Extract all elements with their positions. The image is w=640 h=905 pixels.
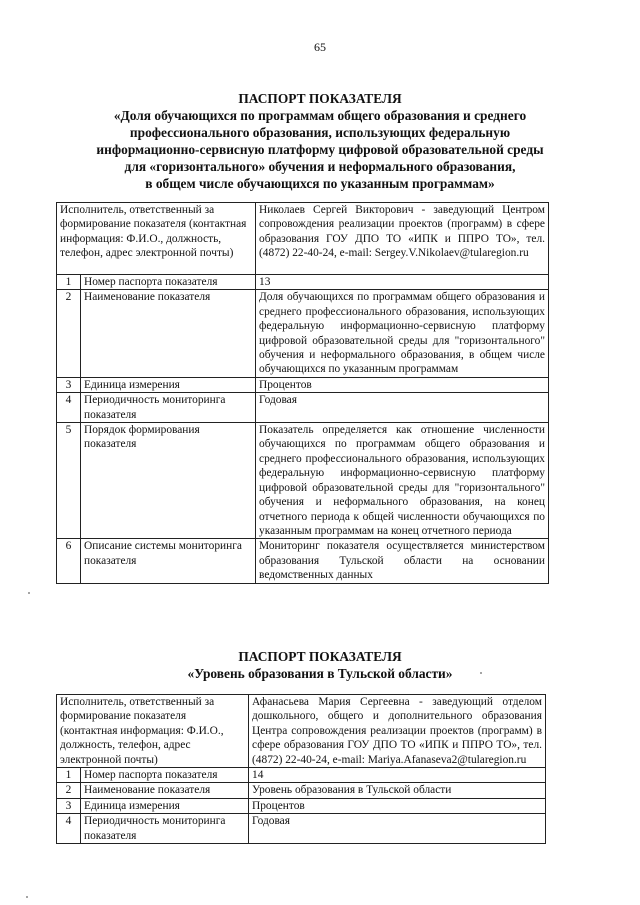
executor-value: Афанасьева Мария Сергеевна - заведующий отделом дошкольного, общего и дополнительного образования Центра сопровождения реализации проектов (программ) в сфере образования ГОУ ДПО ТО «ИПК и ППРО ТО», тел. (4872) 22-40-24, e-mail: Mariya.Afanaseva2@tularegion.ru xyxy=(249,695,546,768)
row-number: 5 xyxy=(57,423,81,539)
table-row xyxy=(57,539,549,583)
row-label: Периодичность мониторинга показателя xyxy=(81,393,256,423)
passport-1-subtitle-line: «Доля обучающихся по программам общего образования и среднего xyxy=(113,108,527,123)
table-row xyxy=(57,275,549,290)
row-label: Номер паспорта показателя xyxy=(81,768,249,783)
passport-2-heading xyxy=(40,648,600,682)
row-number: 4 xyxy=(57,814,81,844)
row-number: 3 xyxy=(57,377,81,392)
row-number: 6 xyxy=(57,539,81,583)
table-row xyxy=(57,695,546,768)
table-row xyxy=(57,377,549,392)
page-number: 65 xyxy=(314,40,326,54)
passport-2-subtitle-line: «Уровень образования в Тульской области» xyxy=(187,666,453,681)
table-row xyxy=(57,783,546,798)
row-number: 4 xyxy=(57,393,81,423)
row-value: Доля обучающихся по программам общего образования и среднего профессионального образования, использующих федеральную информационно-сервисную платформу цифровой образовательной среды для "горизонтального" обучения и неформального образования, в общем числе обучающихся по указанным программам xyxy=(256,290,549,377)
passport-1-subtitle-line: в общем числе обучающихся по указанным программам» xyxy=(145,176,495,191)
passport-1-subtitle-line: для «горизонтального» обучения и неформального образования, xyxy=(124,159,516,174)
table-row xyxy=(57,814,546,844)
passport-1-subtitle-line: информационно-сервисную платформу цифровой образовательной среды xyxy=(96,142,544,157)
table-row xyxy=(57,798,546,813)
row-value: Показатель определяется как отношение численности обучающихся по программам общего образования и среднего профессионального образования, использующих федеральную информационно-сервисную платформу цифровой образовательной среды для "горизонтального" обучения и неформального образования, на конец отчетного периода к общей численности обучающихся по указанным программам на конец отчетного периода xyxy=(256,423,549,539)
scan-speck xyxy=(26,896,28,898)
scan-speck xyxy=(480,672,482,674)
row-label: Наименование показателя xyxy=(81,290,256,377)
table-row xyxy=(57,393,549,423)
row-number: 1 xyxy=(57,275,81,290)
passport-2-title: ПАСПОРТ ПОКАЗАТЕЛЯ xyxy=(238,649,402,664)
table-row xyxy=(57,768,546,783)
passport-1-table xyxy=(56,202,549,584)
row-number: 3 xyxy=(57,798,81,813)
row-value: Процентов xyxy=(256,377,549,392)
row-label: Наименование показателя xyxy=(81,783,249,798)
row-label: Номер паспорта показателя xyxy=(81,275,256,290)
row-label: Описание системы мониторинга показателя xyxy=(81,539,256,583)
row-number: 1 xyxy=(57,768,81,783)
row-number: 2 xyxy=(57,290,81,377)
executor-label: Исполнитель, ответственный за формирование показателя (контактная информация: Ф.И.О., должность, телефон, адрес электронной почты) xyxy=(57,203,256,275)
row-label: Порядок формирования показателя xyxy=(81,423,256,539)
row-label: Единица измерения xyxy=(81,798,249,813)
passport-1-title: ПАСПОРТ ПОКАЗАТЕЛЯ xyxy=(238,91,402,106)
row-value: Процентов xyxy=(249,798,546,813)
passport-2-table xyxy=(56,694,546,844)
row-number: 2 xyxy=(57,783,81,798)
row-value: 13 xyxy=(256,275,549,290)
passport-1-heading xyxy=(40,90,600,192)
passport-1-subtitle-line: профессионального образования, использующих федеральную xyxy=(129,125,511,140)
table-row xyxy=(57,290,549,377)
row-label: Единица измерения xyxy=(81,377,256,392)
row-value: Годовая xyxy=(256,393,549,423)
scan-speck xyxy=(28,592,30,594)
executor-value: Николаев Сергей Викторович - заведующий Центром сопровождения реализации проектов (программ) в сфере образования ГОУ ДПО ТО «ИПК и ППРО ТО», тел. (4872) 22-40-24, e-mail: Sergey.V.Nikolaev@tularegion.ru xyxy=(256,203,549,275)
row-label: Периодичность мониторинга показателя xyxy=(81,814,249,844)
row-value: Уровень образования в Тульской области xyxy=(249,783,546,798)
row-value: Мониторинг показателя осуществляется министерством образования Тульской области на основании ведомственных данных xyxy=(256,539,549,583)
row-value: Годовая xyxy=(249,814,546,844)
table-row xyxy=(57,203,549,275)
executor-label: Исполнитель, ответственный за формирование показателя (контактная информация: Ф.И.О., должность, телефон, адрес электронной почты) xyxy=(57,695,249,768)
row-value: 14 xyxy=(249,768,546,783)
table-row xyxy=(57,423,549,539)
